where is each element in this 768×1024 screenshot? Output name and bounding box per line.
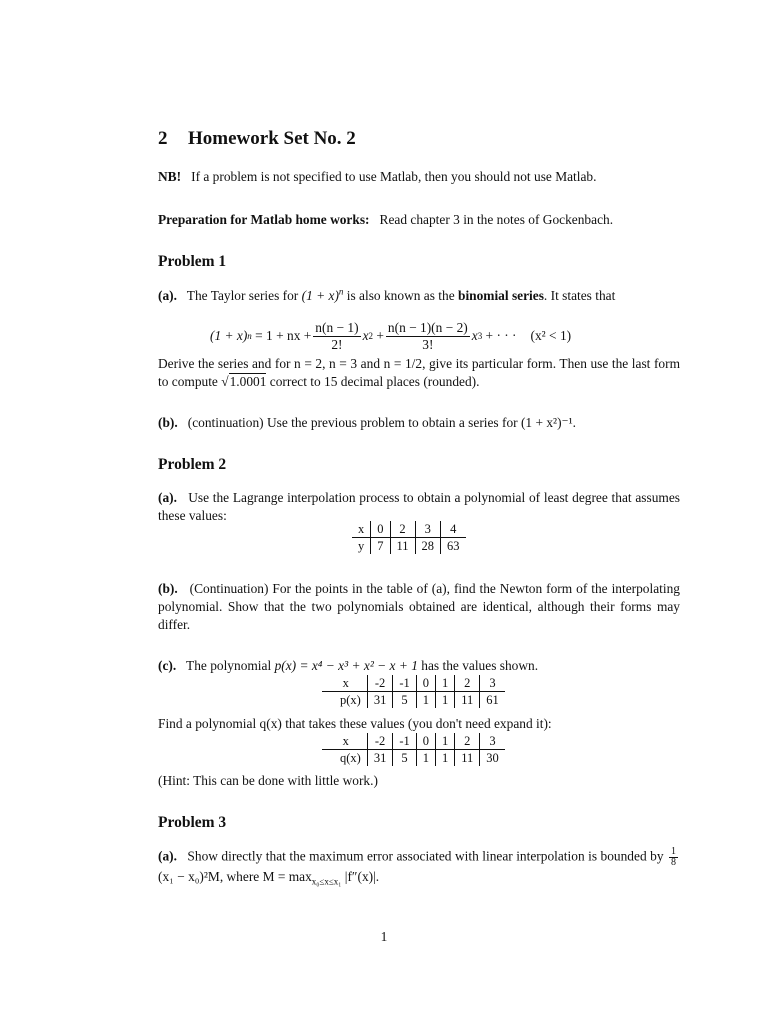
table-qx-cell: 30 xyxy=(480,750,505,767)
table-px-row2-label: p(x) xyxy=(322,692,367,709)
table-px xyxy=(322,675,505,708)
binomial-equation: (1 + x) n = 1 + nx + $\frac{n(n - 1)}{2!}$ x 2 + $\frac{n(n - 1)(n - 2)}{3!}$ x 3 + · · · (x² < 1) xyxy=(210,319,572,352)
problem1-a-after1: Derive the series and for n = 2, n = 3 and n = 1/2, give its particular form. Then use the last form to compute xyxy=(158,356,680,389)
table-px-cell: 1 xyxy=(436,692,455,709)
table-xy-cell: 7 xyxy=(371,538,390,555)
table-px-cell: 5 xyxy=(393,692,416,709)
eq-mid: = 1 + nx + xyxy=(255,328,312,343)
frac2-denominator: 3! xyxy=(422,336,434,352)
problem2-part-b xyxy=(158,580,680,634)
problem3-a-text1: Show directly that the maximum error associated with linear interpolation is bounded by xyxy=(187,848,664,864)
problem2-b-label: (b). xyxy=(158,581,178,596)
problem1-a-expr: (1 + x) xyxy=(301,288,339,303)
table-qx-cell: 2 xyxy=(455,733,480,750)
problem2-c-text2: has the values shown. xyxy=(421,658,539,673)
table-qx-cell: 1 xyxy=(436,733,455,750)
table-px-cell: 2 xyxy=(455,675,480,692)
problem3-a-text2: (x₁ − x₀)²M, where M = max xyxy=(158,869,312,884)
table-px-cell: -1 xyxy=(393,675,416,692)
eq-fraction-1 xyxy=(313,320,360,353)
problem2-c-find: Find a polynomial q(x) that takes these values (you don't need expand it): xyxy=(158,716,552,731)
problem3-part-a xyxy=(158,847,680,886)
table-px-cell: 31 xyxy=(367,692,393,709)
table-px-cell: 61 xyxy=(480,692,505,709)
problem2-c-text1: The polynomial xyxy=(186,658,272,673)
problem1-a-text1: The Taylor series for xyxy=(186,288,299,303)
problem3-heading: Problem 3 xyxy=(158,814,227,831)
problem1-a-sqrt: 1.0001 xyxy=(229,374,267,389)
table-xy-cell: 0 xyxy=(371,521,390,538)
problem1-part-b xyxy=(158,414,680,432)
table-qx-cell: 11 xyxy=(455,750,480,767)
table-xy-cell: 11 xyxy=(390,538,415,555)
problem1-part-a: (a). The Taylor series for $(1 + x)^n$ is also known as the binomial series. It states that xyxy=(158,286,616,303)
section-title: Homework Set No. 2 xyxy=(188,128,356,149)
table-px-cell: -2 xyxy=(367,675,393,692)
table-xy-cell: 28 xyxy=(415,538,441,555)
frac2-numerator: n(n − 1)(n − 2) xyxy=(387,319,468,335)
prep-text: Read chapter 3 in the notes of Gockenbach. xyxy=(379,212,614,227)
problem1-a-bold: binomial series xyxy=(458,288,544,303)
problem1-a-text3: . It states that xyxy=(543,288,616,303)
problem2-part-c xyxy=(158,657,680,675)
table-px-cell: 1 xyxy=(416,692,435,709)
nb-paragraph xyxy=(158,168,680,186)
table-xy-row1-label: x xyxy=(358,522,365,536)
table-xy-cell: 3 xyxy=(415,521,441,538)
nb-label: NB! xyxy=(158,169,182,184)
table-qx-row1-label: x xyxy=(342,734,349,748)
problem2-a-label: (a). xyxy=(158,490,177,505)
table-xy-row2-label: y xyxy=(352,538,371,555)
eq-condition: (x² < 1) xyxy=(530,328,572,343)
problem3-a-sub: x₀≤x≤x₁ xyxy=(311,876,342,887)
problem2-heading: Problem 2 xyxy=(158,456,227,473)
table-qx xyxy=(322,733,505,766)
problem1-a-after2: correct to 15 decimal places (rounded). xyxy=(269,374,480,389)
section-number: 2 xyxy=(158,128,168,149)
table-qx-cell: 0 xyxy=(416,733,435,750)
table-xy xyxy=(352,521,466,554)
table-px-cell: 11 xyxy=(455,692,480,709)
problem3-a-label: (a). xyxy=(158,848,177,864)
problem2-hint: (Hint: This can be done with little work.) xyxy=(158,773,378,788)
table-qx-cell: 5 xyxy=(393,750,416,767)
frac1-denominator: 2! xyxy=(331,336,343,352)
table-qx-cell: -2 xyxy=(367,733,393,750)
eq-lhs: (1 + x) xyxy=(210,328,248,343)
problem3-frac-den: 8 xyxy=(671,857,676,868)
table-px-cell: 3 xyxy=(480,675,505,692)
problem1-b-text: (continuation) Use the previous problem to obtain a series for (1 + x²)⁻¹. xyxy=(187,415,576,430)
table-xy-cell: 63 xyxy=(441,538,466,555)
problem1-a-label: (a). xyxy=(158,288,177,303)
problem1-heading: Problem 1 xyxy=(158,253,227,270)
table-qx-cell: 1 xyxy=(436,750,455,767)
prep-label: Preparation for Matlab home works: xyxy=(158,212,370,227)
table-px-row1-label: x xyxy=(342,676,349,690)
table-px-cell: 1 xyxy=(436,675,455,692)
problem3-a-text3: |f″(x)|. xyxy=(344,869,380,884)
eq-fraction-2 xyxy=(386,320,470,353)
section-heading xyxy=(158,128,680,150)
table-qx-cell: 3 xyxy=(480,733,505,750)
problem1-a-text2: is also known as the xyxy=(346,288,455,303)
table-xy-cell: 4 xyxy=(441,521,466,538)
table-px-cell: 0 xyxy=(416,675,435,692)
problem1-a-continued: Derive the series and for n = 2, n = 3 and n = 1/2, give its particular form. Then use the last form to compute √1.0001 correct to 15 decimal places (rounded). xyxy=(158,356,680,389)
problem2-b-text: (Continuation) For the points in the table of (a), find the Newton form of the interpolating polynomial. Show that the two polynomials obtained are identical, although their forms may differ. xyxy=(158,581,681,632)
eq-tail: + · · · xyxy=(485,328,517,343)
problem3-frac-num: 1 xyxy=(671,846,676,857)
table-qx-row2-label: q(x) xyxy=(322,750,367,767)
table-qx-cell: 1 xyxy=(416,750,435,767)
nb-text: If a problem is not specified to use Matlab, then you should not use Matlab. xyxy=(191,169,597,184)
problem2-c-label: (c). xyxy=(158,658,177,673)
problem2-part-a xyxy=(158,489,680,525)
problem1-b-label: (b). xyxy=(158,415,178,430)
table-xy-cell: 2 xyxy=(390,521,415,538)
problem2-c-poly: p(x) = x⁴ − x³ + x² − x + 1 xyxy=(274,658,418,673)
problem2-a-text: Use the Lagrange interpolation process to obtain a polynomial of least degree that assumes these values: xyxy=(158,490,680,523)
table-qx-cell: 31 xyxy=(367,750,393,767)
frac1-numerator: n(n − 1) xyxy=(315,319,359,335)
problem3-fraction xyxy=(669,847,678,868)
page-number: 1 xyxy=(380,929,388,944)
prep-paragraph xyxy=(158,211,680,229)
table-qx-cell: -1 xyxy=(393,733,416,750)
